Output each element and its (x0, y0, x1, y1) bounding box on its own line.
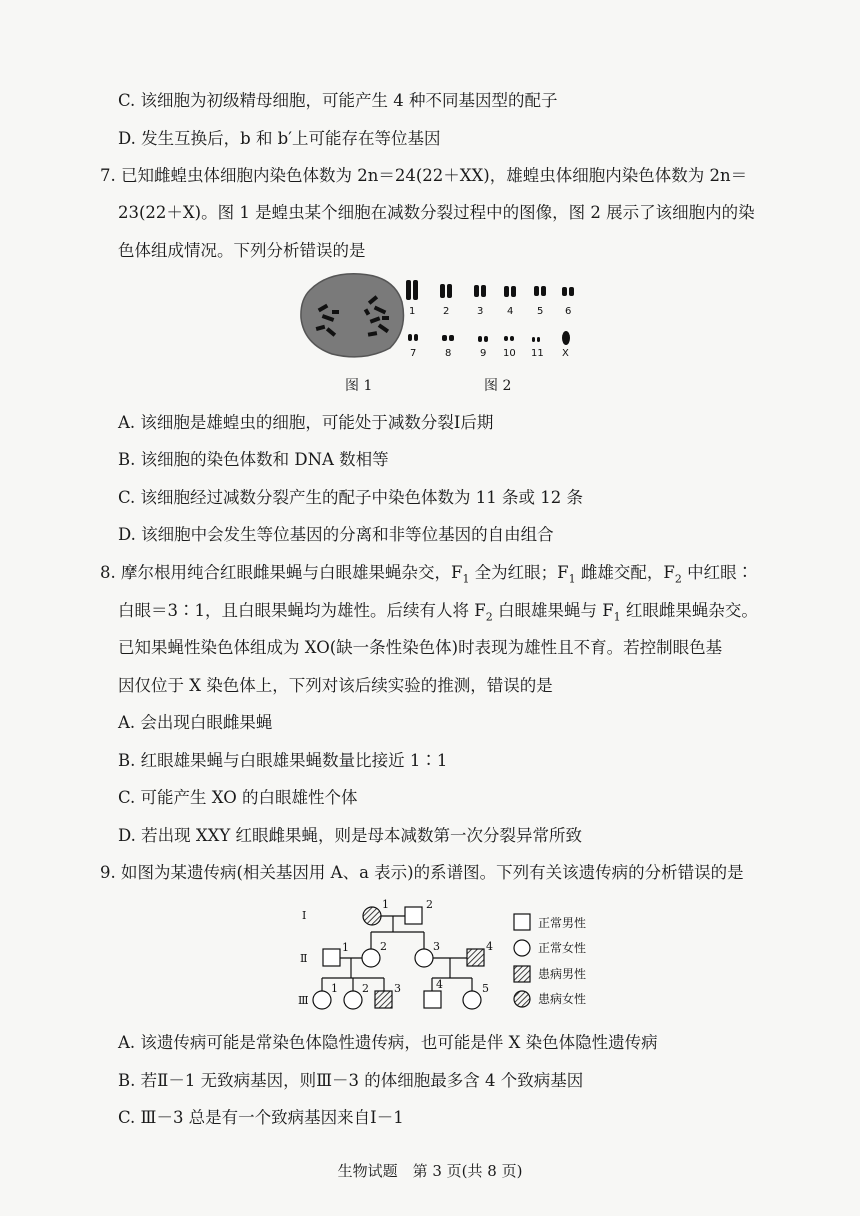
q8-text: 雌雄交配，F (575, 563, 675, 582)
legend-label: 患病女性 (538, 992, 587, 1006)
generation-label: Ⅱ (300, 952, 308, 965)
q6-option-d: D. 发生互换后，b 和 b′上可能存在等位基因 (118, 129, 441, 148)
q8-text: 白眼＝3∶1，且白眼果蝇均为雄性。后续有人将 F (118, 601, 486, 620)
chrom-label: 8 (445, 348, 452, 359)
generation-label: Ⅲ (298, 994, 309, 1007)
q9-option-c: C. Ⅲ－3 总是有一个致病基因来自Ⅰ－1 (118, 1108, 404, 1127)
pedigree-chart (296, 898, 596, 1014)
q8-option-c: C. 可能产生 XO 的白眼雄性个体 (118, 788, 358, 807)
pedigree-III-2 (344, 991, 362, 1009)
subscript: 1 (462, 572, 470, 586)
q7-option-c: C. 该细胞经过减数分裂产生的配子中染色体数为 11 条或 12 条 (118, 488, 583, 507)
svg-text:4: 4 (436, 978, 443, 991)
q9-option-b: B. 若Ⅱ－1 无致病基因，则Ⅲ－3 的体细胞最多含 4 个致病基因 (118, 1071, 584, 1090)
pedigree-II-1 (323, 949, 340, 966)
legend-affected-male-icon (514, 966, 530, 982)
q8-text: 全为红眼；F (469, 563, 569, 582)
page-footer: 生物试题 第 3 页(共 8 页) (337, 1162, 523, 1180)
chrom-label: 2 (443, 306, 450, 317)
pedigree-III-4 (424, 991, 441, 1008)
q9-stem-line1: 9. 如图为某遗传病(相关基因用 A、a 表示)的系谱图。下列有关该遗传病的分析错误的是 (100, 863, 744, 882)
pedigree-II-3 (415, 949, 433, 967)
chrom-label: 10 (503, 348, 516, 359)
pedigree-III-1 (313, 991, 331, 1009)
q8-text: 红眼雌果蝇杂交。 (620, 601, 758, 620)
svg-text:4: 4 (486, 940, 493, 953)
q6-option-c: C. 该细胞为初级精母细胞，可能产生 4 种不同基因型的配子 (118, 91, 558, 110)
q8-stem-line2 (118, 600, 758, 628)
svg-text:2: 2 (380, 940, 387, 953)
pedigree-I-2 (405, 907, 422, 924)
legend-label: 正常男性 (538, 916, 587, 930)
chrom-label: 7 (410, 348, 417, 359)
chrom-label: 4 (507, 306, 514, 317)
q8-text: 白眼雄果蝇与 F (492, 601, 614, 620)
svg-text:1: 1 (331, 982, 338, 995)
subscript: 2 (674, 572, 682, 586)
q7-option-a: A. 该细胞是雄蝗虫的细胞，可能处于减数分裂Ⅰ后期 (118, 413, 494, 432)
chrom-label: 11 (531, 348, 544, 359)
figure1-caption: 图 1 (345, 378, 373, 394)
q7-stem-line2: 23(22＋X)。图 1 是蝗虫某个细胞在减数分裂过程中的图像，图 2 展示了该细胞内的染 (118, 203, 755, 222)
svg-text:3: 3 (394, 982, 401, 995)
q7-stem-line3: 色体组成情况。下列分析错误的是 (118, 241, 366, 260)
chrom-label: 1 (409, 306, 416, 317)
q8-stem-line1 (100, 562, 753, 590)
q8-option-b: B. 红眼雄果蝇与白眼雄果蝇数量比接近 1∶1 (118, 751, 448, 770)
legend-normal-male-icon (514, 914, 530, 930)
q8-option-a: A. 会出现白眼雌果蝇 (118, 713, 273, 732)
figure2-caption: 图 2 (484, 378, 512, 394)
q8-stem-line4: 因仅位于 X 染色体上，下列对该后续实验的推测，错误的是 (118, 676, 553, 695)
chrom-label: X (562, 348, 569, 359)
q7-option-d: D. 该细胞中会发生等位基因的分离和非等位基因的自由组合 (118, 525, 554, 544)
figure2-karyotype (398, 272, 588, 362)
svg-text:3: 3 (433, 940, 440, 953)
subscript: 2 (485, 610, 493, 624)
pedigree-III-3 (375, 991, 392, 1008)
q8-text: 8. 摩尔根用纯合红眼雌果蝇与白眼雄果蝇杂交，F (100, 563, 463, 582)
chrom-label: 6 (565, 306, 572, 317)
subscript: 1 (568, 572, 576, 586)
svg-text:1: 1 (382, 898, 389, 911)
svg-text:2: 2 (426, 898, 433, 911)
chrom-label: 3 (477, 306, 484, 317)
svg-text:1: 1 (342, 941, 349, 954)
q7-option-b: B. 该细胞的染色体数和 DNA 数相等 (118, 450, 389, 469)
legend-affected-female-icon (514, 991, 530, 1007)
pedigree-II-2 (362, 949, 380, 967)
legend-label: 患病男性 (538, 967, 587, 981)
legend-label: 正常女性 (538, 941, 587, 955)
subscript: 1 (613, 610, 621, 624)
q8-option-d: D. 若出现 XXY 红眼雌果蝇，则是母本减数第一次分裂异常所致 (118, 826, 583, 845)
pedigree-I-1 (363, 907, 381, 925)
generation-label: Ⅰ (302, 909, 307, 922)
figure1-cell-image (298, 268, 408, 360)
q9-option-a: A. 该遗传病可能是常染色体隐性遗传病，也可能是伴 X 染色体隐性遗传病 (118, 1033, 658, 1052)
chrom-label: 5 (537, 306, 544, 317)
q8-stem-line3: 已知果蝇性染色体组成为 XO(缺一条性染色体)时表现为雄性且不育。若控制眼色基 (118, 638, 723, 657)
pedigree-II-4 (467, 949, 484, 966)
svg-text:2: 2 (362, 982, 369, 995)
chrom-label: 9 (480, 348, 487, 359)
q8-text: 中红眼∶ (681, 563, 754, 582)
pedigree-III-5 (463, 991, 481, 1009)
svg-text:5: 5 (482, 982, 489, 995)
legend-normal-female-icon (514, 940, 530, 956)
q7-stem-line1: 7. 已知雌蝗虫体细胞内染色体数为 2n＝24(22＋XX)，雄蝗虫体细胞内染色体数为 2n＝ (100, 166, 748, 185)
